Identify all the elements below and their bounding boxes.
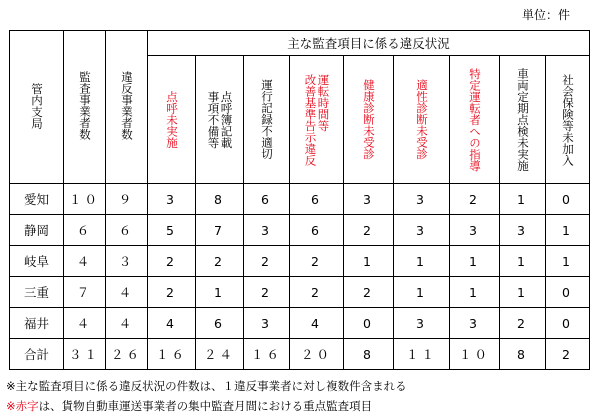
row-value: 3 bbox=[344, 184, 394, 215]
header-item-8 bbox=[546, 56, 590, 184]
footnote-1: ※主な監査項目に係る違反状況の件数は、１違反事業者に対し複数件含まれる bbox=[6, 379, 407, 393]
row-audited: ６ bbox=[64, 215, 106, 246]
row-value: 2 bbox=[244, 246, 290, 277]
header-item-line: 適性診断未受診 bbox=[415, 79, 429, 160]
row-value: 2 bbox=[244, 277, 290, 308]
row-value: 2 bbox=[290, 277, 344, 308]
row-value: 0 bbox=[546, 277, 590, 308]
row-value: 6 bbox=[244, 184, 290, 215]
header-item-line: 特定運転者への指導 bbox=[468, 67, 482, 172]
row-value: 7 bbox=[196, 215, 244, 246]
row-value: １６ bbox=[148, 339, 196, 370]
row-audited: ３１ bbox=[64, 339, 106, 370]
row-value: 3 bbox=[244, 308, 290, 339]
row-value: 0 bbox=[546, 184, 590, 215]
row-value: 3 bbox=[394, 215, 450, 246]
row-value: 2 bbox=[450, 184, 500, 215]
table-row bbox=[10, 184, 590, 215]
header-item-line: 改善基準告示違反 bbox=[303, 73, 318, 166]
header-item-6 bbox=[450, 56, 500, 184]
row-value: 2 bbox=[290, 246, 344, 277]
header-item-2 bbox=[244, 56, 290, 184]
row-region: 愛知 bbox=[10, 184, 64, 215]
row-value: 2 bbox=[196, 246, 244, 277]
row-value: 6 bbox=[290, 215, 344, 246]
row-value: 1 bbox=[394, 246, 450, 277]
row-violating: ９ bbox=[106, 184, 148, 215]
row-value: 1 bbox=[394, 277, 450, 308]
row-value: 2 bbox=[344, 215, 394, 246]
row-value: 1 bbox=[546, 215, 590, 246]
row-value: 1 bbox=[450, 277, 500, 308]
header-item-line: 運転時間等 bbox=[316, 73, 331, 131]
table-row bbox=[10, 277, 590, 308]
header-item-3 bbox=[290, 56, 344, 184]
row-violating: ３ bbox=[106, 246, 148, 277]
row-value: 3 bbox=[450, 308, 500, 339]
row-region: 合計 bbox=[10, 339, 64, 370]
row-region: 三重 bbox=[10, 277, 64, 308]
row-region: 福井 bbox=[10, 308, 64, 339]
header-item-line: 車両定期点検未実施 bbox=[516, 67, 530, 172]
row-value: 3 bbox=[394, 308, 450, 339]
header-item-0 bbox=[148, 56, 196, 184]
row-value: 3 bbox=[148, 184, 196, 215]
row-region: 静岡 bbox=[10, 215, 64, 246]
row-value: 3 bbox=[450, 215, 500, 246]
row-value: 1 bbox=[500, 277, 546, 308]
row-value: 8 bbox=[196, 184, 244, 215]
row-value: 2 bbox=[500, 308, 546, 339]
row-value: 3 bbox=[244, 215, 290, 246]
row-audited: ４ bbox=[64, 246, 106, 277]
row-value: ２４ bbox=[196, 339, 244, 370]
header-item-4 bbox=[344, 56, 394, 184]
header-violating: 違反事業者数 bbox=[106, 31, 148, 184]
table-row bbox=[10, 246, 590, 277]
row-value: 2 bbox=[148, 246, 196, 277]
row-value: 2 bbox=[148, 277, 196, 308]
row-value: 6 bbox=[290, 184, 344, 215]
header-item-1 bbox=[196, 56, 244, 184]
row-region: 岐阜 bbox=[10, 246, 64, 277]
row-violating: ４ bbox=[106, 277, 148, 308]
header-main-items: 主な監査項目に係る違反状況 bbox=[148, 31, 590, 56]
row-violating: ４ bbox=[106, 308, 148, 339]
row-value: ２０ bbox=[290, 339, 344, 370]
header-region: 管内支局 bbox=[10, 31, 64, 184]
row-value: １６ bbox=[244, 339, 290, 370]
row-audited: ４ bbox=[64, 308, 106, 339]
header-audited: 監査事業者数 bbox=[64, 31, 106, 184]
header-item-line: 健康診断未受診 bbox=[362, 79, 376, 160]
header-item-5 bbox=[394, 56, 450, 184]
violation-table bbox=[9, 30, 590, 370]
header-item-line: 事項不備等 bbox=[206, 90, 221, 149]
row-value: 1 bbox=[500, 246, 546, 277]
header-item-7 bbox=[500, 56, 546, 184]
row-value: 3 bbox=[500, 215, 546, 246]
row-value: 1 bbox=[196, 277, 244, 308]
row-value: 4 bbox=[148, 308, 196, 339]
row-value: 1 bbox=[500, 184, 546, 215]
footnote-2 bbox=[6, 398, 372, 414]
table-row bbox=[10, 308, 590, 339]
row-value: 1 bbox=[450, 246, 500, 277]
row-value: 8 bbox=[344, 339, 394, 370]
unit-label: 単位：件 bbox=[521, 8, 570, 22]
footnote-red-word: ※赤字 bbox=[6, 399, 39, 413]
row-value: １０ bbox=[450, 339, 500, 370]
row-value: 0 bbox=[546, 308, 590, 339]
row-violating: ２６ bbox=[106, 339, 148, 370]
row-value: 4 bbox=[290, 308, 344, 339]
header-item-line: 点呼簿記載 bbox=[219, 90, 234, 149]
row-value: 5 bbox=[148, 215, 196, 246]
row-value: 1 bbox=[546, 246, 590, 277]
table-row bbox=[10, 339, 590, 370]
row-violating: ６ bbox=[106, 215, 148, 246]
header-item-line: 社会保険等未加入 bbox=[561, 73, 575, 166]
row-value: 1 bbox=[344, 246, 394, 277]
row-value: 3 bbox=[394, 184, 450, 215]
row-value: 0 bbox=[344, 308, 394, 339]
row-audited: １０ bbox=[64, 184, 106, 215]
row-value: 2 bbox=[546, 339, 590, 370]
row-value: 2 bbox=[344, 277, 394, 308]
table-row bbox=[10, 215, 590, 246]
row-audited: ７ bbox=[64, 277, 106, 308]
header-item-line: 点呼未実施 bbox=[165, 90, 179, 149]
row-value: １１ bbox=[394, 339, 450, 370]
header-item-line: 運行記録不適切 bbox=[260, 79, 274, 160]
row-value: 8 bbox=[500, 339, 546, 370]
footnote-2-text: は、貨物自動車運送事業者の集中監査月間における重点監査項目 bbox=[38, 399, 373, 413]
row-value: 6 bbox=[196, 308, 244, 339]
